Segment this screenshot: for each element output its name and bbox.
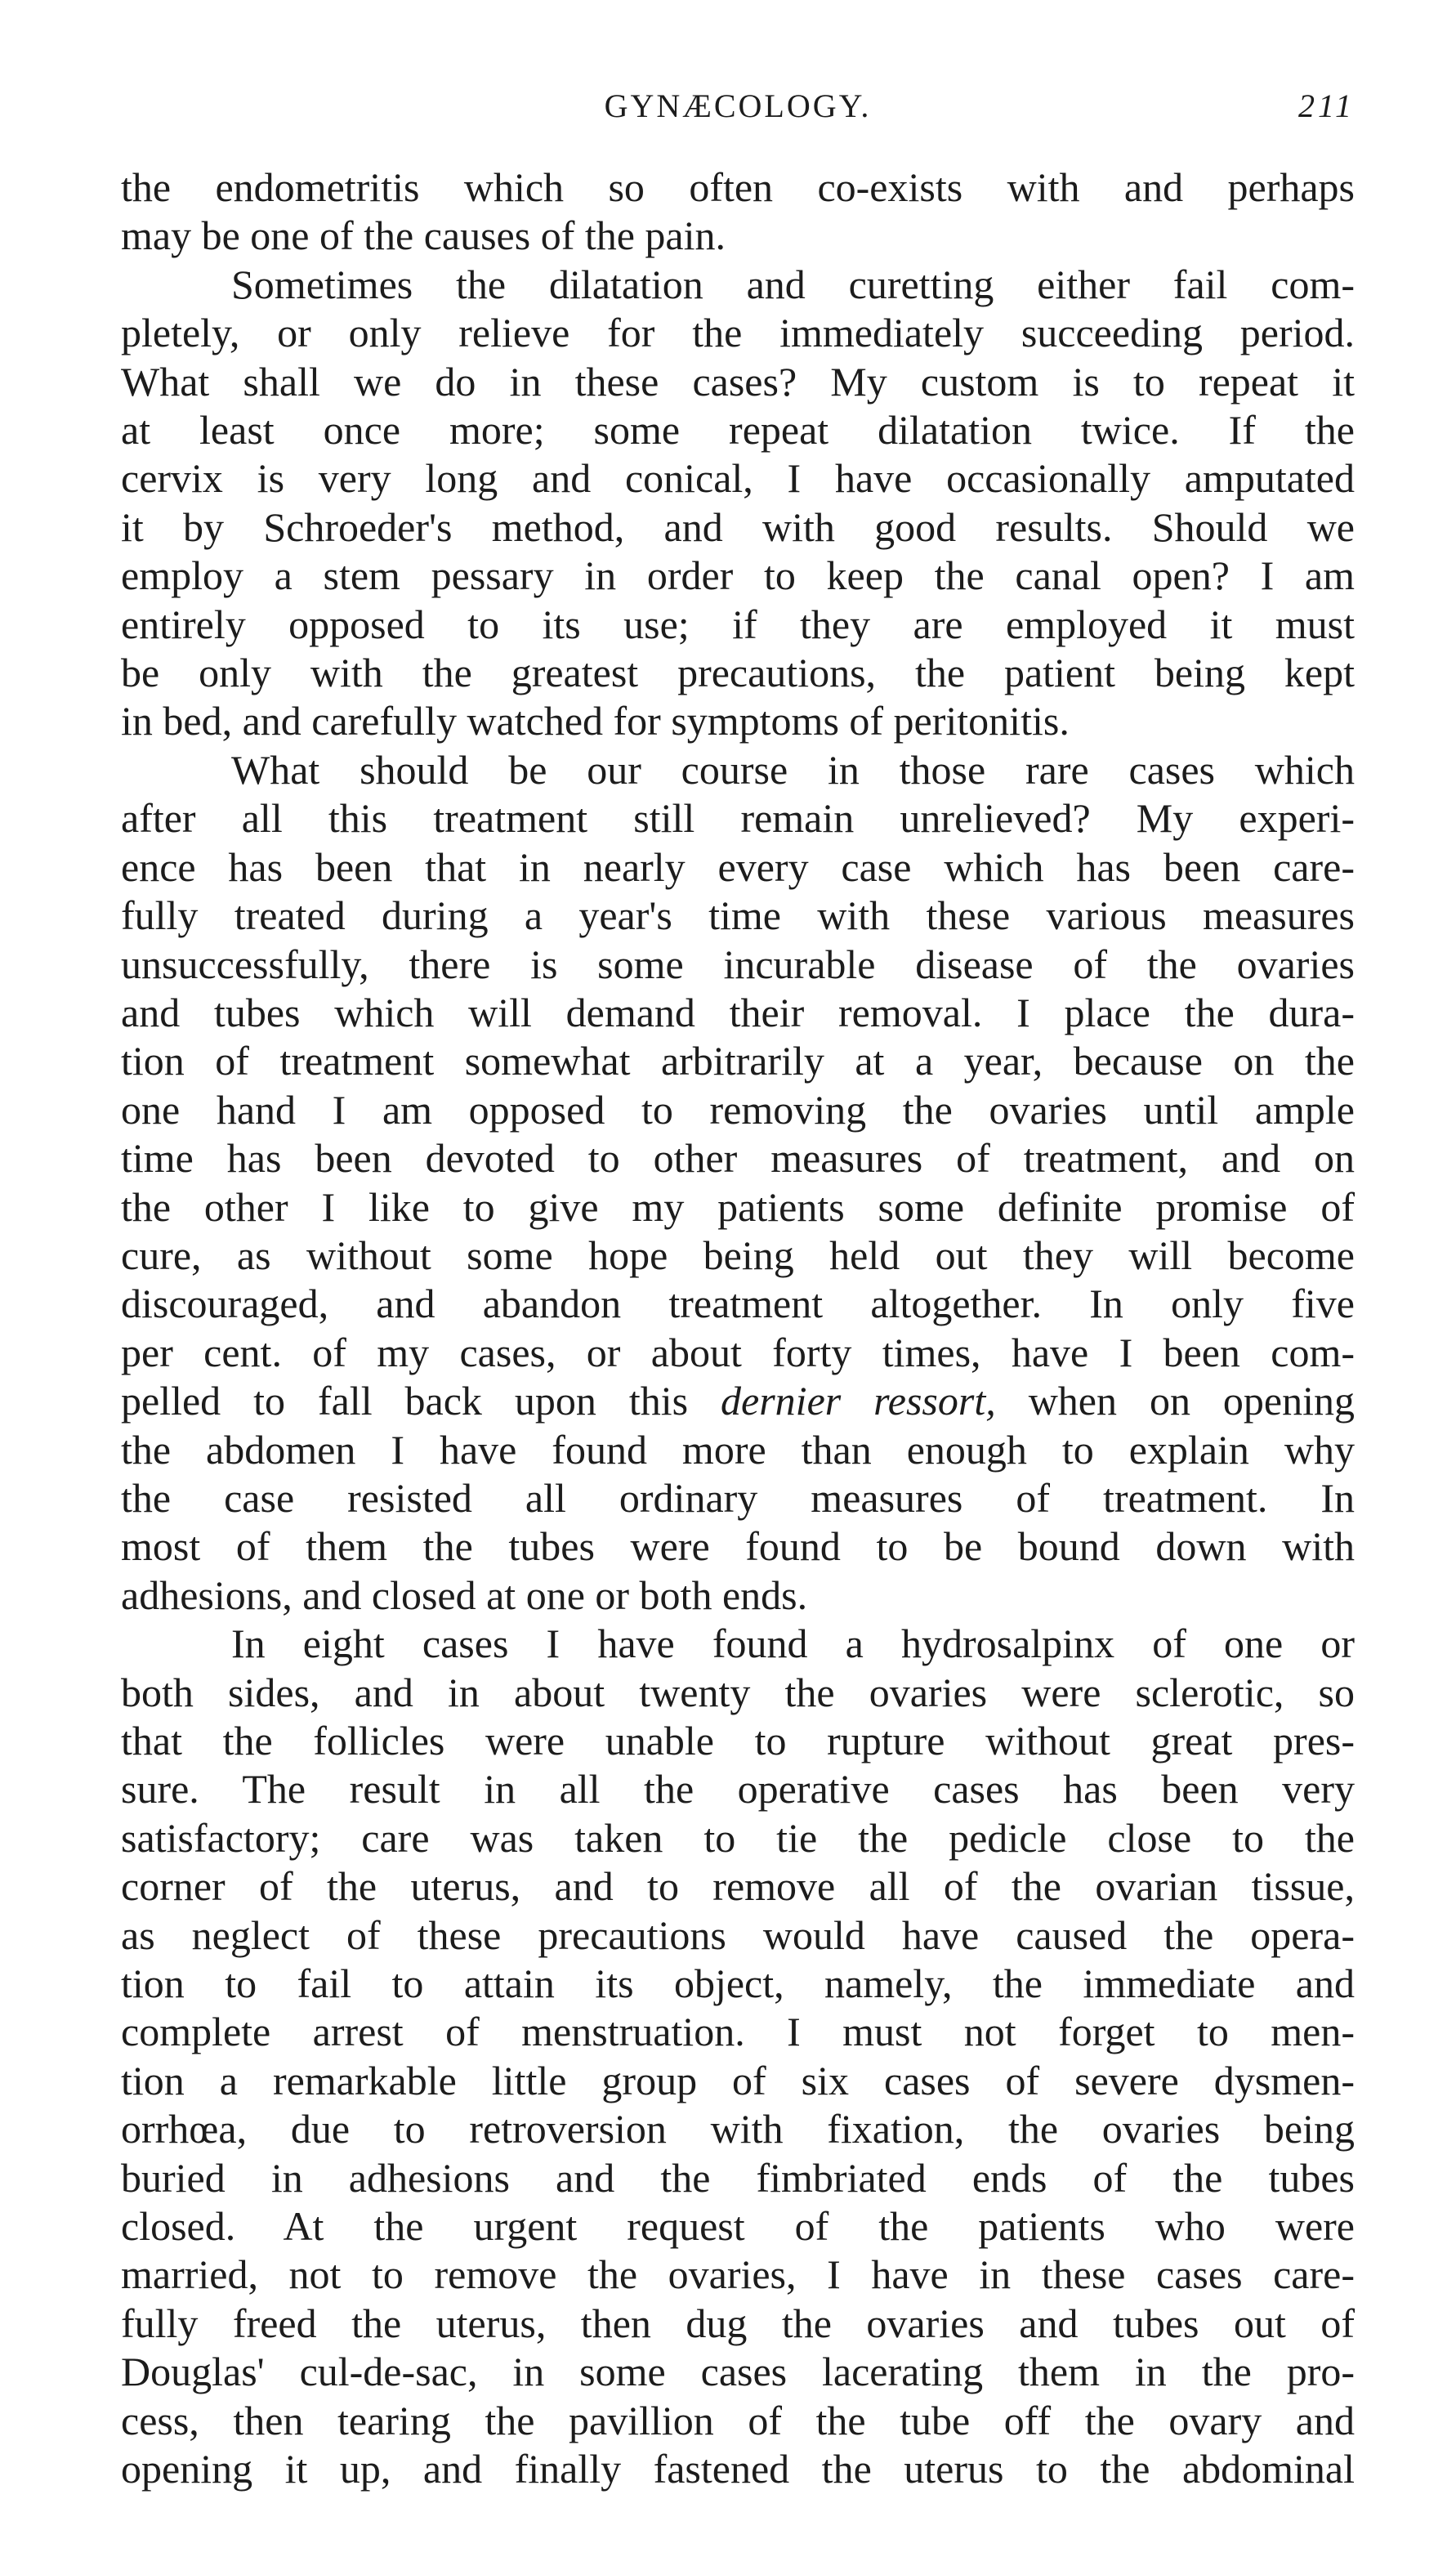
text-line: adhesions, and closed at one or both ends. xyxy=(121,1571,808,1618)
text-line: the case resisted all ordinary measures of treatment. In xyxy=(121,1474,1355,1521)
italic-term: dernier ressort, xyxy=(721,1378,996,1424)
text-line: cure, as without some hope being held out they will become xyxy=(121,1232,1355,1278)
text-line: may be one of the causes of the pain. xyxy=(121,212,726,259)
text-line: both sides, and in about twenty the ovaries were sclerotic, so xyxy=(121,1669,1355,1715)
text-line: entirely opposed to its use; if they are employed it must xyxy=(121,601,1355,647)
paragraph-2 xyxy=(121,261,1355,746)
text-line: and tubes which will demand their removal. I place the dura- xyxy=(121,989,1355,1035)
text-line: tion to fail to attain its object, namely, the immediate and xyxy=(121,1960,1355,2007)
text-line: be only with the greatest precautions, the patient being kept xyxy=(121,650,1355,696)
text-line: What should be our course in those rare cases which xyxy=(231,746,1355,793)
text-line: sure. The result in all the operative cases has been very xyxy=(121,1766,1355,1813)
text-line: it by Schroeder's method, and with good results. Should we xyxy=(121,503,1355,550)
text-line: unsuccessfully, there is some incurable disease of the ovaries xyxy=(121,941,1355,987)
text-line: orrhœa, due to retroversion with fixation, the ovaries being xyxy=(121,2106,1355,2152)
text-line: the abdomen I have found more than enough to explain why xyxy=(121,1426,1355,1473)
text-line: one hand I am opposed to removing the ovaries until ample xyxy=(121,1086,1355,1133)
text-line: cess, then tearing the pavillion of the tube off the ovary and xyxy=(121,2397,1355,2443)
text-line: In eight cases I have found a hydrosalpinx of one or xyxy=(231,1620,1355,1667)
text-line: after all this treatment still remain unrelieved? My experi- xyxy=(121,795,1355,842)
text-line: discouraged, and abandon treatment altogether. In only five xyxy=(121,1281,1355,1327)
text-line: pletely, or only relieve for the immediately succeeding period. xyxy=(121,310,1355,356)
text-line: in bed, and carefully watched for symptoms of peritonitis. xyxy=(121,698,1070,744)
text-line: that the follicles were unable to rupture without great pres- xyxy=(121,1718,1355,1764)
paragraph-1 xyxy=(121,163,1355,261)
book-page xyxy=(121,82,1355,2494)
page-number: 211 xyxy=(1297,87,1355,124)
paragraph-3 xyxy=(121,746,1355,1620)
text-line: time has been devoted to other measures of treatment, and on xyxy=(121,1135,1355,1182)
text-line: Douglas' cul-de-sac, in some cases lacerating them in the pro- xyxy=(121,2349,1355,2395)
text-line: opening it up, and finally fastened the uterus to the abdominal xyxy=(121,2446,1355,2492)
running-title: GYNÆCOLOGY. xyxy=(604,87,872,124)
text-line: as neglect of these precautions would have caused the opera- xyxy=(121,1911,1355,1958)
text-line: fully treated during a year's time with these various measures xyxy=(121,892,1355,939)
text-line: fully freed the uterus, then dug the ovaries and tubes out of xyxy=(121,2300,1355,2346)
text-line: corner of the uterus, and to remove all of the ovarian tissue, xyxy=(121,1863,1355,1910)
text-line: satisfactory; care was taken to tie the pedicle close to the xyxy=(121,1814,1355,1861)
text-line: most of them the tubes were found to be bound down with xyxy=(121,1523,1355,1570)
text-line: complete arrest of menstruation. I must not forget to men- xyxy=(121,2009,1355,2055)
text-line: employ a stem pessary in order to keep the canal open? I am xyxy=(121,552,1355,599)
text-line: at least once more; some repeat dilatation twice. If the xyxy=(121,407,1355,454)
text-line: tion of treatment somewhat arbitrarily at a year, because on the xyxy=(121,1038,1355,1084)
text-line-with-italic xyxy=(121,1377,1355,1425)
running-head xyxy=(121,82,1355,147)
text-line: tion a remarkable little group of six cases of severe dysmen- xyxy=(121,2057,1355,2103)
text-line: married, not to remove the ovaries, I have in these cases care- xyxy=(121,2251,1355,2298)
text-line: per cent. of my cases, or about forty times, have I been com- xyxy=(121,1329,1355,1375)
text-line: What shall we do in these cases? My custom is to repeat it xyxy=(121,358,1355,405)
text-line: closed. At the urgent request of the patients who were xyxy=(121,2203,1355,2250)
text-line: cervix is very long and conical, I have occasionally amputated xyxy=(121,455,1355,502)
text-line: ence has been that in nearly every case which has been care- xyxy=(121,843,1355,890)
paragraph-4 xyxy=(121,1620,1355,2493)
text-segment: pelled to fall back upon this xyxy=(121,1378,721,1424)
text-line: Sometimes the dilatation and curetting either fail com- xyxy=(231,261,1355,307)
text-line: the endometritis which so often co-exists with and perhaps xyxy=(121,164,1355,210)
text-line: buried in adhesions and the fimbriated ends of the tubes xyxy=(121,2154,1355,2201)
text-line: the other I like to give my patients some definite promise of xyxy=(121,1183,1355,1230)
text-segment: when on opening xyxy=(995,1378,1355,1424)
